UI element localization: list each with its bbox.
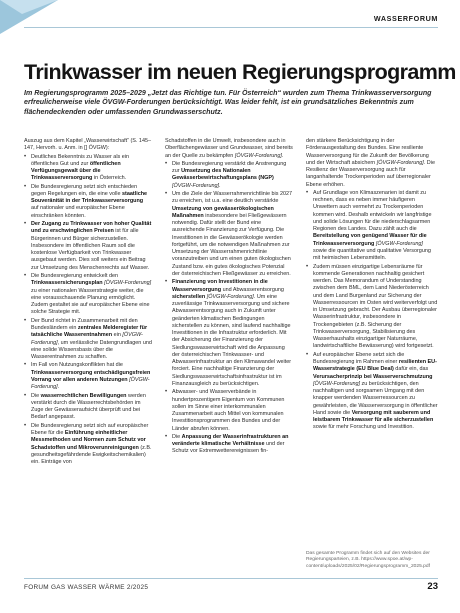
list-item: • Um die Ziele der Wasserrahmenrichtlinie bis 2027 zu erreichen, ist u.a. eine deutlich verstärkte Umsetzung von gewässerökologischen Maßnahmen insbesondere bei Fließgewässern notwendig. Dafür stellt der Bund eine ausreichende Finanzierung zur Verfügung. Die Investitionen in die Gewässerökologie werden fortgeführt, um die notwendigen Maßnahmen zur Umsetzung der Wasserrahmenrichtlinie voranzutreiben und um einen guten ökologischen Zustand bzw. ein gutes ökologisches Potenzial der österreichischen Fließgewässer zu erreichen. — [165, 191, 293, 278]
magazine-name: FORUM GAS WASSER WÄRME 2/2025 — [24, 584, 149, 591]
article-title: Trinkwasser im neuen Regierungsprogramm — [24, 60, 456, 84]
footer-divider — [24, 578, 438, 579]
list-item: • Die Bundesregierung verstärkt die Anstrengung zur Umsetzung des Nationalen Gewässerbewirtschaftungsplans (NGP) [ÖVGW-Forderung]. — [165, 161, 293, 190]
list-item: • Auf Grundlage von Klimaszenarien ist damit zu rechnen, dass es neben immer häufigeren Unwettern auch vermehrt zu Trockenperioden kommen wird. Deshalb entwickeln wir langfristige und solide Lösungen für die niederschlagsarmen Regionen des Landes. Dazu zählt auch die Bereitstellung von genügend Wasser für die Trinkwasserversorgung [ÖVGW-Forderung] sowie die quantitative und qualitative Versorgung mit heimischen Lebensmitteln. — [306, 190, 438, 263]
list-item: • Die wasserrechtlichen Bewilligungen werden verstärkt durch die Wasserrechtsbehörden im Zuge der Gewässeraufsicht überprüft und bei Bedarf angepasst. — [24, 393, 152, 422]
list-item: • Der Bund richtet in Zusammenarbeit mit den Bundesländern ein zentrales Melderegister für tatsächliche Wasserentnahmen ein [ÖVGW-Forderung], um verlässliche Datengrundlagen und eine solide Wissensbasis über die Wasserentnahmen zu schaffen. — [24, 318, 152, 362]
list-item: • Zudem müssen einzigartige Lebensräume für kommende Generationen nachhaltig gesichert werden. Das Memorandum of Understanding zwischen dem BML, dem Land Niederösterreich und dem Land Burgenland zur Sicherung der Wasserressourcen im Osten wird weiterverfolgt und in Umsetzung gebracht. Der Ausbau überregionaler Wasserinfrastruktur, insbesondere in Trockengebieten (z.B. Sicherung der Trinkwasserversorgung, Stabilisierung des Wasserhaushalts einzigartiger Naturräume, landwirtschaftliche Bewässerung) wird fortgesetzt. — [306, 264, 438, 351]
list-item: • Die Bundesregierung setzt sich auf europäischer Ebene für die Einführung einheitlicher Messmethoden und Normen zum Schutz vor Schadstoffen und Mikroverunreinigungen (z.B. gesundheitsgefährdende Ewigkeitschemikalien) ein. Einträge von — [24, 423, 152, 467]
header-divider — [24, 27, 438, 28]
list-item: den stärkere Berücksichtigung in der Förderausgestaltung des Bundes. Eine resiliente Wasserversorgung für die Zukunft der Bevölkerung und der Wirtschaft absichern [ÖVGW-Forderung]. Die Resilienz der Wasserversorgung auch für langanhaltende Trockenperioden auf überregionaler Ebene erhöhen. — [306, 138, 435, 188]
article-lead: Im Regierungsprogramm 2025–2029 „Jetzt das Richtige tun. Für Österreich“ wurden zum Thema Trinkwasserversorgung erfreulicherweise viele ÖVGW-Forderungen berücksichtigt. Was leider fehlt, ist ein grundsätzliches Bekenntnis zum flächendeckenden oder umfassenden Grundwasserschutz. — [24, 89, 432, 116]
page-curl-decoration — [0, 0, 58, 34]
list-column-1 — [24, 154, 152, 467]
intro-text: Auszug aus dem Kapitel „Wasserwirtschaft“ (S. 145–147, Hervorh. u. Anm. in [] ÖVGW): — [24, 138, 152, 152]
list-item: • Deutliches Bekenntnis zu Wasser als ein öffentliches Gut und zur öffentlichen Verfügungsgewalt über die Trinkwasserversorgung in Österreich. — [24, 154, 152, 183]
list-item: • Die Anpassung der Wasserinfrastrukturen an veränderte klimatische Verhältnisse und der Schutz vor Extremwetterereignissen fin- — [165, 434, 293, 456]
article-body — [24, 138, 438, 570]
list-item: • Im Fall von Nutzungskonflikten hat die Trinkwasserversorgung entschädigungsfreien Vorrang vor allen anderen Nutzungen [ÖVGW-Forderung]. — [24, 362, 152, 391]
list-column-2 — [165, 138, 293, 456]
list-item: • Der Zugang zu Trinkwasser von hoher Qualität und zu erschwinglichen Preisen ist für alle Bürgerinnen und Bürger sicherzustellen. Insbesondere im öffentlichen Raum soll die kostenlose Verfügbarkeit von Trinkwasser ausgebaut werden. Dies soll weiters ein Beitrag zur Umsetzung des Menschenrechts auf Wasser. — [24, 221, 152, 272]
column-1 — [24, 138, 152, 468]
list-item: • Auf europäischer Ebene setzt sich die Bundesregierung im Rahmen einer resilienten EU-Wasserstrategie (EU Blue Deal) dafür ein, das Verursacherprinzip bei Wasserverschmutzung [ÖVGW-Forderung] zu berücksichtigen, den nachhaltigen und sorgsamen Umgang mit den knapper werdenden Wasserressourcen zu gewährleisten, die Wasserversorgung in öffentlicher Hand sowie die Versorgung mit sauberem und leistbarem Trinkwasser für alle sicherzustellen sowie für mehr Forschung und Investition. — [306, 352, 438, 432]
page-number: 23 — [427, 581, 438, 592]
section-label: WASSERFORUM — [373, 14, 438, 23]
list-item: • Finanzierung von Investitionen in die Wasserversorgung und Abwasserentsorgung sicherstellen [ÖVGW-Forderung]. Um eine zuverlässige Trinkwasserversorgung und sichere Abwasserentsorgung auch in Zukunft unter geänderten klimatischen Bedingungen sicherstellen zu können, sind laufend nachhaltige Investitionen in die Infrastruktur erforderlich. Mit der Absicherung der Finanzierung der Siedlungswasserwirtschaft wird die Anpassung der österreichischen Trinkwasser- und Abwasserinfrastruktur an den Klimawandel weiter forciert. Eine nachhaltige Finanzierung der Siedlungswasserwirtschaftsinfrastruktur ist im Finanzausgleich zu berücksichtigen. — [165, 279, 293, 388]
list-item: • Die Bundesregierung entwickelt den Trinkwassersicherungsplan [ÖVGW-Forderung] zu einer nationalen Wasserstrategie weiter, die eine vorausschauende Planung ermöglicht. Zudem gestaltet sie auf europäischer Ebene eine solche Strategie mit. — [24, 273, 152, 317]
column-2 — [165, 138, 293, 457]
column-3 — [306, 138, 438, 433]
list-item: • Abwasser- und Wasserverbände in hundertprozentigem Eigentum von Kommunen sollen im Sinne einer interkommunalen Zusammenarbeit auch Mittel von kommunalen Investitionsprogrammen des Bundes und der Länder abrufen können. — [165, 389, 293, 433]
list-column-3 — [306, 138, 438, 432]
source-note: Das gesamte Programm findet sich auf den Websites der Regierungsparteien, z.B. https://www.spoe.at/wp-content/uploads/2025/02/Regierungsprogramm_2025.pdf — [306, 551, 430, 569]
list-item: • Die Bundesregierung setzt sich entschieden gegen Regelungen ein, die eine volle staatliche Souveränität in der Trinkwasserversorgung auf nationaler und europäischer Ebene einschränken könnten. — [24, 184, 152, 220]
list-item: Schadstoffen in die Umwelt, insbesondere auch in Oberflächengewässer und Grundwasser, sind bereits an der Quelle zu bekämpfen [ÖVGW-Forderung]. — [165, 138, 293, 159]
